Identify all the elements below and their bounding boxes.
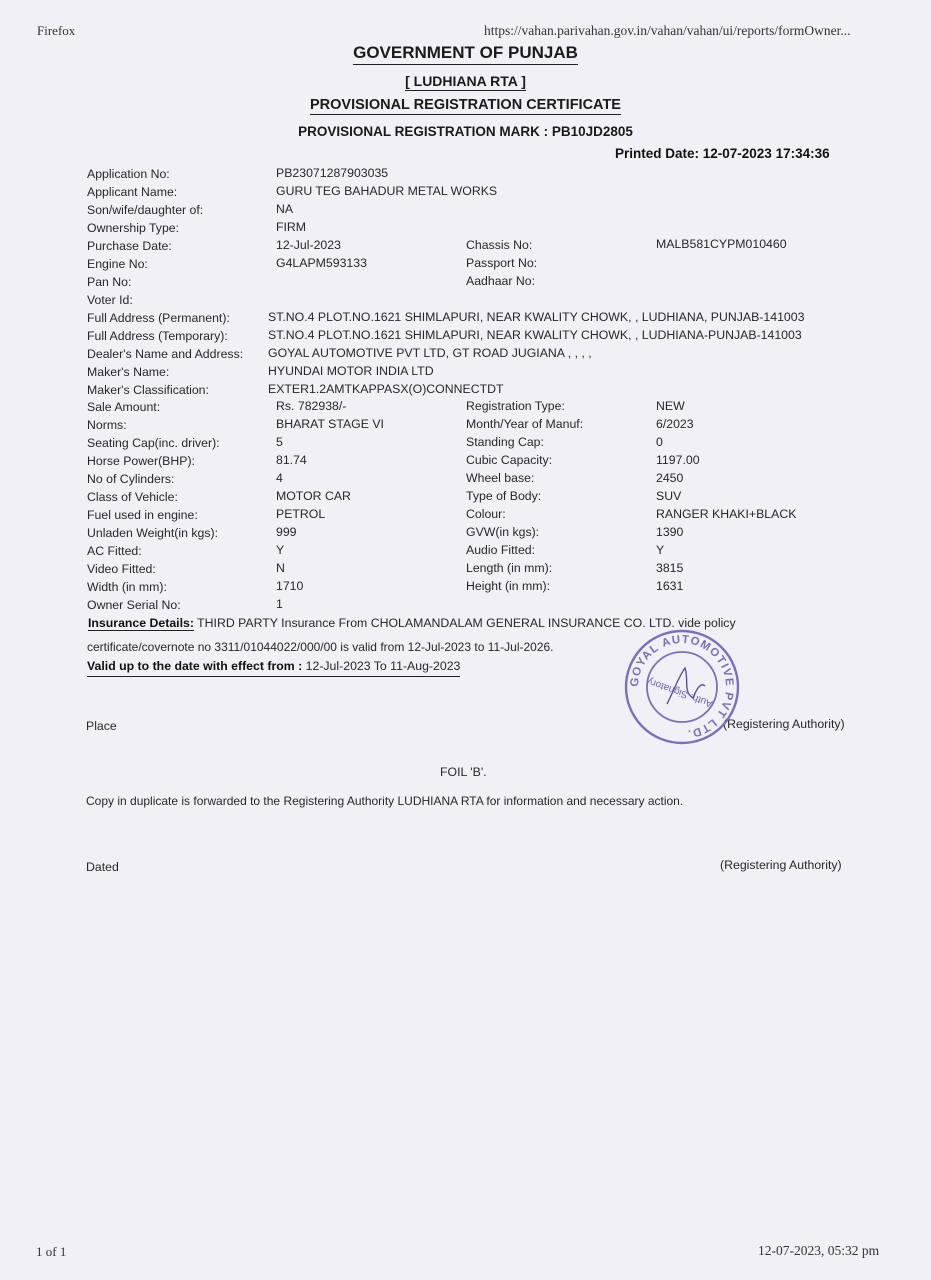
spec-label: Month/Year of Manuf: <box>466 417 584 431</box>
spec-row <box>0 488 931 506</box>
validity-line <box>87 659 460 677</box>
spec-value: 6/2023 <box>656 417 694 431</box>
spec-value: MOTOR CAR <box>276 489 351 503</box>
purchase-date-label: Purchase Date: <box>87 239 172 253</box>
spec-row <box>0 524 931 542</box>
insurance-text-2: certificate/covernote no 3311/01044022/000/00 is valid from 12-Jul-2023 to 11-Jul-2026. <box>87 640 554 654</box>
spec-value: 1390 <box>656 525 684 539</box>
spec-label: Class of Vehicle: <box>87 490 178 504</box>
foil-title: FOIL 'B'. <box>440 765 487 779</box>
ownership-type-label: Ownership Type: <box>87 221 180 235</box>
spec-label: GVW(in kgs): <box>466 525 540 539</box>
spec-label: Height (in mm): <box>466 579 551 593</box>
spec-row <box>0 470 931 488</box>
spec-value: 4 <box>276 471 283 485</box>
spec-label: Sale Amount: <box>87 400 161 414</box>
spec-row <box>0 434 931 452</box>
address-permanent-value: ST.NO.4 PLOT.NO.1621 SHIMLAPURI, NEAR KWALITY CHOWK, , LUDHIANA, PUNJAB-141003 <box>268 310 805 324</box>
spec-value: 1 <box>276 597 283 611</box>
spec-value: N <box>276 561 285 575</box>
spec-value: 999 <box>276 525 297 539</box>
address-temporary-label: Full Address (Temporary): <box>87 329 228 343</box>
engine-no-value: G4LAPM593133 <box>276 256 367 270</box>
registration-mark: PROVISIONAL REGISTRATION MARK : PB10JD2805 <box>298 124 633 139</box>
spec-value: Y <box>276 543 285 557</box>
spec-row <box>0 578 931 596</box>
spec-label: Owner Serial No: <box>87 598 181 612</box>
applicant-name-value: GURU TEG BAHADUR METAL WORKS <box>276 184 498 198</box>
printed-date: Printed Date: 12-07-2023 17:34:36 <box>615 146 830 161</box>
voter-id-label: Voter Id: <box>87 293 133 307</box>
validity-label: Valid up to the date with effect from : <box>87 659 303 673</box>
insurance-text-1: THIRD PARTY Insurance From CHOLAMANDALAM GENERAL INSURANCE CO. LTD. vide policy <box>197 616 736 630</box>
rta-heading <box>0 73 931 91</box>
spec-value: 5 <box>276 435 283 449</box>
browser-app-name: Firefox <box>37 23 76 38</box>
browser-url: https://vahan.parivahan.gov.in/vahan/vahan/ui/reports/formOwner... <box>484 23 851 38</box>
spec-value: 1710 <box>276 579 304 593</box>
spec-label: Horse Power(BHP): <box>87 454 195 468</box>
spec-label: AC Fitted: <box>87 544 142 558</box>
spec-label: Registration Type: <box>466 399 565 413</box>
ownership-type-value: FIRM <box>276 220 307 234</box>
insurance-label: Insurance Details: <box>88 616 194 630</box>
spec-value: 2450 <box>656 471 684 485</box>
aadhaar-no-label: Aadhaar No: <box>466 274 536 288</box>
svg-text:GOYAL AUTOMOTIVE PVT LTD.: GOYAL AUTOMOTIVE PVT LTD. <box>628 633 736 740</box>
spec-value: 1631 <box>656 579 684 593</box>
spec-row <box>0 560 931 578</box>
spec-row <box>0 596 931 614</box>
government-heading <box>0 43 931 65</box>
company-seal <box>623 628 741 746</box>
svg-text:Auth. Signatory: Auth. Signatory <box>646 675 715 710</box>
place-label: Place <box>86 719 117 733</box>
engine-no-label: Engine No: <box>87 257 148 271</box>
spec-label: Video Fitted: <box>87 562 156 576</box>
spec-value: NEW <box>656 399 685 413</box>
chassis-no-label: Chassis No: <box>466 238 533 252</box>
spec-label: Type of Body: <box>466 489 542 503</box>
spec-label: Norms: <box>87 418 127 432</box>
spec-value: BHARAT STAGE VI <box>276 417 384 431</box>
maker-name-value: HYUNDAI MOTOR INDIA LTD <box>268 364 434 378</box>
chassis-no-value: MALB581CYPM010460 <box>656 237 787 251</box>
spec-row <box>0 542 931 560</box>
certificate-heading <box>0 97 931 115</box>
spec-value: Y <box>656 543 665 557</box>
relation-value: NA <box>276 202 294 216</box>
application-no-value: PB23071287903035 <box>276 166 389 180</box>
spec-label: Standing Cap: <box>466 435 544 449</box>
government-title: GOVERNMENT OF PUNJAB <box>353 43 578 65</box>
spec-label: Colour: <box>466 507 506 521</box>
spec-value: PETROL <box>276 507 326 521</box>
certificate-title: PROVISIONAL REGISTRATION CERTIFICATE <box>310 97 621 113</box>
spec-row <box>0 416 931 434</box>
registering-authority-1: (Registering Authority) <box>723 717 845 731</box>
spec-value: RANGER KHAKI+BLACK <box>656 507 797 521</box>
spec-value: SUV <box>656 489 682 503</box>
spec-value: 0 <box>656 435 663 449</box>
relation-label: Son/wife/daughter of: <box>87 203 204 217</box>
spec-label: Fuel used in engine: <box>87 508 198 522</box>
purchase-date-value: 12-Jul-2023 <box>276 238 341 252</box>
spec-label: Audio Fitted: <box>466 543 536 557</box>
spec-label: No of Cylinders: <box>87 472 175 486</box>
spec-label: Length (in mm): <box>466 561 553 575</box>
spec-label: Wheel base: <box>466 471 535 485</box>
spec-row <box>0 452 931 470</box>
spec-value: 1197.00 <box>656 453 700 467</box>
spec-row <box>0 398 931 416</box>
spec-label: Unladen Weight(in kgs): <box>87 526 219 540</box>
spec-label: Width (in mm): <box>87 580 167 594</box>
pan-no-label: Pan No: <box>87 275 132 289</box>
rta-title: [ LUDHIANA RTA ] <box>405 73 526 89</box>
address-permanent-label: Full Address (Permanent): <box>87 311 230 325</box>
application-no-label: Application No: <box>87 167 170 181</box>
spec-value: Rs. 782938/- <box>276 399 347 413</box>
dealer-label: Dealer's Name and Address: <box>87 347 244 361</box>
foil-text: Copy in duplicate is forwarded to the Registering Authority LUDHIANA RTA for information and necessary action. <box>86 794 684 808</box>
spec-label: Cubic Capacity: <box>466 453 553 467</box>
footer-datetime: 12-07-2023, 05:32 pm <box>758 1243 880 1258</box>
validity-value: 12-Jul-2023 To 11-Aug-2023 <box>305 659 461 673</box>
spec-label: Seating Cap(inc. driver): <box>87 436 220 450</box>
dated-label: Dated <box>86 860 119 874</box>
address-temporary-value: ST.NO.4 PLOT.NO.1621 SHIMLAPURI, NEAR KWALITY CHOWK, , LUDHIANA-PUNJAB-141003 <box>268 328 802 342</box>
registering-authority-2: (Registering Authority) <box>720 858 842 872</box>
spec-value: 81.74 <box>276 453 307 467</box>
page-counter: 1 of 1 <box>36 1244 67 1259</box>
seal-graphic <box>623 628 741 746</box>
maker-class-value: EXTER1.2AMTKAPPASX(O)CONNECTDT <box>268 382 504 396</box>
maker-name-label: Maker's Name: <box>87 365 170 379</box>
dealer-value: GOYAL AUTOMOTIVE PVT LTD, GT ROAD JUGIANA , , , , <box>268 346 592 360</box>
spec-row <box>0 506 931 524</box>
maker-class-label: Maker's Classification: <box>87 383 209 397</box>
applicant-name-label: Applicant Name: <box>87 185 178 199</box>
spec-value: 3815 <box>656 561 684 575</box>
passport-no-label: Passport No: <box>466 256 538 270</box>
